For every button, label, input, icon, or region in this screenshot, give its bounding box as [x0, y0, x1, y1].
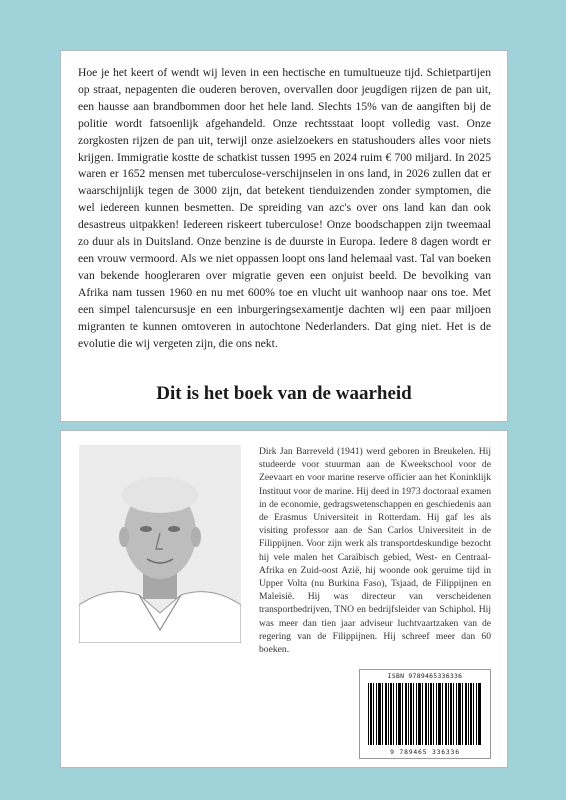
isbn-barcode [359, 669, 491, 759]
blurb-text: Hoe je het keert of wendt wij leven in een hectische en tumultueuze tijd. Schietpartijen op straat, nepagenten die ouderen beroven, overvallen door jeugdigen rijzen de pan uit, een hausse aan brandbommen door het hele land. Slechts 15% van de aangiften bij de politie wordt fatsoenlijk afgehandeld. Onze rechtsstaat loopt volledig vast. Onze zorgkosten rijzen de pan uit, terwijl onze asielzoekers en statushouders alles voor niets krijgen. Immigratie kostte de schatkist tussen 1995 en 2024 ruim € 700 miljard. In 2025 waren er 1652 mensen met tuberculose-verschijnselen in ons land, in 2026 zullen dat er waarschijnlijk tegen de 3000 zijn, dat betekent tienduizenden zonder symptomen, die wel iedereen kunnen besmetten. De spreiding van azc's over ons land kan dan ook desastreus uitpakken! Iedereen riskeert tuberculose! Onze boodschappen zijn tweemaal zo duur als in Duitsland. Onze benzine is de duurste in Europa. Iedere 8 dagen wordt er een vrouw vermoord. Als we niet oppassen loopt ons land helemaal vast. Tal van boeken van bekende hoogleraren over migratie geven een onjuist beeld. De bevolking van Afrika nam tussen 1960 en nu met 600% toe en vlucht uit wanhoop naar ons toe. Met een simpel talencursusje en een inburgeringsexamentje dachten wij een paar miljoen migranten te kunnen omtoveren in autochtone Nederlanders. Dat ging niet. Het is de evolutie die wij vergeten zijn, die ons nekt. [78, 66, 491, 350]
author-panel [60, 430, 508, 768]
barcode-bars [368, 683, 482, 745]
blurb-panel [60, 50, 508, 422]
author-photo [79, 445, 241, 643]
isbn-label: ISBN 9789465336336 [387, 672, 463, 680]
headline: Dit is het boek van de waarheid [156, 383, 412, 404]
author-bio: Dirk Jan Barreveld (1941) werd geboren in Breukelen. Hij studeerde voor stuurman aan de Kweekschool voor de Zeevaart en voor marine reserve officier aan het Koninklijk Instituut voor de marine. Hij deed in 1973 doctoraal examen in de economie, gedragswetenschappen en geschiedenis aan de Erasmus Universiteit in Rotterdam. Hij gaf les als visiting professor aan de San Carlos Universiteit in de Filippijnen. Voor zijn werk als transportdeskundige bezocht hij vele malen het Caraïbisch gebied, West- en Centraal-Afrika en Zuid-oost Azië, hij woonde ook geruime tijd in Upper Volta (nu Burkina Faso), Tsjaad, de Filippijnen en Maleisië. Hij was directeur van verscheidenen transportbedrijven, TNO en bedrijfsleider van Schiphol. Hij was meer dan tien jaar adviseur luchtvaartzaken van de regering van de Filippijnen. Hij schreef meer dan 60 boeken. [259, 446, 491, 656]
barcode-digits: 9 789465 336336 [390, 748, 460, 756]
author-portrait-image [79, 445, 241, 643]
